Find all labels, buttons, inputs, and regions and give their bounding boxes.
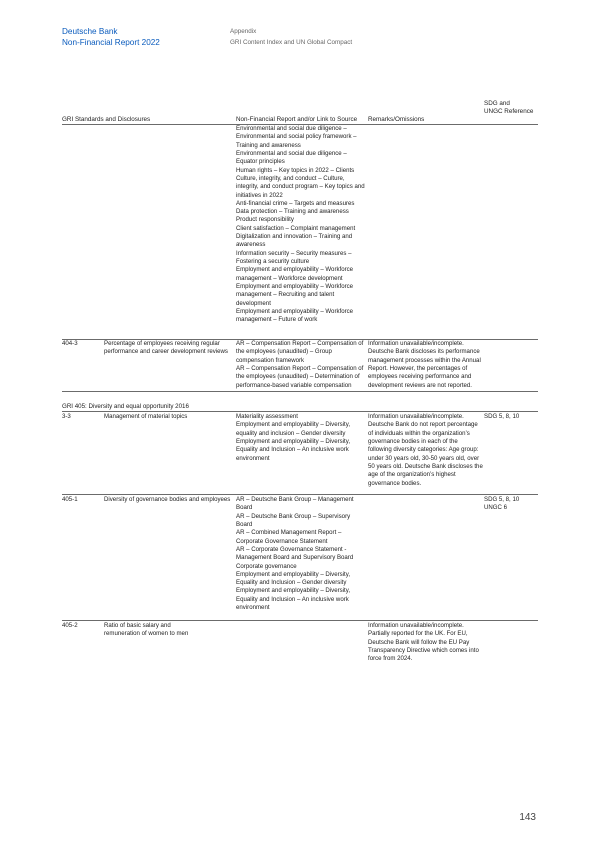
subsection-title: GRI Content Index and UN Global Compact <box>230 38 353 46</box>
row-title: Ratio of basic salary and remuneration of women to men <box>104 622 189 638</box>
page-number: 143 <box>519 812 536 823</box>
divider <box>62 494 538 495</box>
divider <box>62 620 538 621</box>
row-code: 404-3 <box>62 340 78 347</box>
continuation-ref: Environmental and social due diligence – Environmental and social policy framework – Training and awareness Environmental and social due diligence – Equator principles Human rights – Key topics in 2022 – Clients Culture, integrity, and conduct – Culture, integrity, and conduct program – Key topics and initiatives in 2022 Anti-financial crime – Targets and measures Data protection – Training and awareness Product responsibility Client satisfaction – Complaint management Digitalization and innovation – Training and awareness Information security – Security measures – Fostering a security culture Employment and employability – Workforce management – Workforce development Employment and employability – Workforce management – Recruiting and talent development Employment and employability – Workforce management – Future of work <box>236 125 365 324</box>
row-code: 405-1 <box>62 496 78 503</box>
row-ref: AR – Compensation Report – Compensation of the employees (unaudited) – Group compensation framework AR – Compensation Report – Compensation of the employees (unaudited) – Determination of performance-based variable compensation <box>236 340 364 389</box>
report-title: Non-Financial Report 2022 <box>62 37 160 47</box>
report-header <box>62 27 160 48</box>
row-remarks: Information unavailable/incomplete. Deutsche Bank do not report percentage of individuals within the organization’s governance bodies in each of the following diversity categories: Age group: under 30 years old, 30-50 years old, over 50 years old. Deutsche Bank discloses the age of the organization’s highest governance bodies. <box>368 413 483 487</box>
col-ref-header: Non-Financial Report and/or Link to Source <box>236 116 358 123</box>
row-ref: AR – Deutsche Bank Group – Management Board AR – Deutsche Bank Group – Supervisory Board AR – Combined Management Report – Corporate Governance Statement AR – Corporate Governance Statement - Management Board and Supervisory Board Corporate governance Employment and employability – Diversity, Equality and Inclusion – Gender diversity Employment and employability – Diversity, Equality and Inclusion – An inclusive work environment <box>236 496 354 612</box>
row-ref: Materiality assessment Employment and employability – Diversity, equality and inclusion – Gender diversity Employment and employability – Diversity, Equality and Inclusion – An inclusive work environment <box>236 413 351 462</box>
row-code: 405-2 <box>62 622 78 629</box>
row-sdg: SDG 5, 8, 10 <box>484 413 520 420</box>
section-title: Appendix <box>230 28 257 35</box>
company-name: Deutsche Bank <box>62 27 118 36</box>
row-title: Diversity of governance bodies and employees <box>104 496 231 503</box>
col-sdg-header: SDG and UNGC Reference <box>484 100 534 116</box>
col-remarks-header: Remarks/Omissions <box>368 116 425 123</box>
section-subheading: GRI 405: Diversity and equal opportunity 2016 <box>62 403 189 410</box>
row-remarks: Information unavailable/incomplete. Partially reported for the UK. For EU, Deutsche Bank will follow the EU Pay Transparency Directive which comes into force from 2024. <box>368 622 479 663</box>
row-title: Percentage of employees receiving regular performance and career development reviews <box>104 340 228 356</box>
section-header <box>230 27 352 48</box>
col-gri-header: GRI Standards and Disclosures <box>62 116 151 123</box>
row-sdg: SDG 5, 8, 10 UNGC 6 <box>484 496 520 512</box>
row-title: Management of material topics <box>104 413 188 420</box>
row-remarks: Information unavailable/incomplete. Deutsche Bank discloses its performance management processes within the Annual Report. However, the percentages of employees receiving performance and development reviews are not reported. <box>368 340 481 389</box>
row-code: 3-3 <box>62 413 71 420</box>
divider <box>62 391 538 392</box>
divider <box>62 411 538 412</box>
